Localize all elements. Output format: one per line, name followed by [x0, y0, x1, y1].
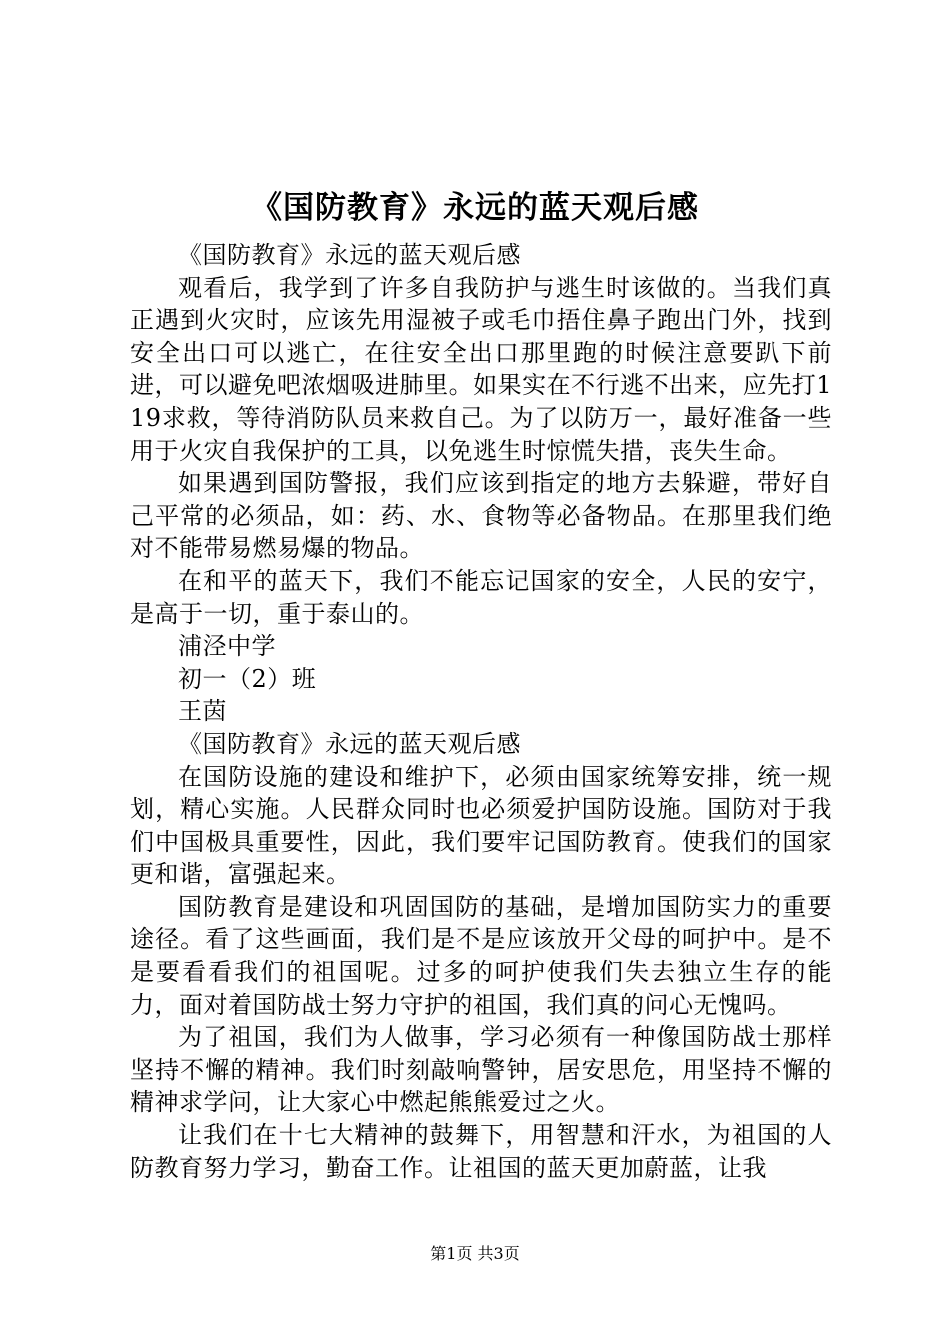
paragraph: 《国防教育》永远的蓝天观后感 [178, 729, 521, 758]
paragraph: 观看后，我学到了许多自我防护与逃生时该做的。当我们真正遇到火灾时，应该先用湿被子或毛巾捂住鼻子跑出门外，找到安全出口可以逃亡，在往安全出口那里跑的时候注意要趴下前进，可以避免吧浓烟吸进肺里。如果实在不行逃不出来，应先打119求救，等待消防队员来救自己。为了以防万一，最好准备一些用于火灾自我保护的工具，以免逃生时惊慌失措，丧失生命。 [130, 273, 832, 465]
paragraph: 在和平的蓝天下，我们不能忘记国家的安全，人民的安宁，是高于一切，重于泰山的。 [130, 566, 832, 628]
paragraph: 国防教育是建设和巩固国防的基础，是增加国防实力的重要途径。看了这些画面，我们是不是应该放开父母的呵护中。是不是要看看我们的祖国呢。过多的呵护使我们失去独立生存的能力，面对着国防战士努力守护的祖国，我们真的问心无愧吗。 [130, 892, 832, 1019]
paragraph: 《国防教育》永远的蓝天观后感 [178, 241, 521, 269]
author-name: 王茵 [178, 697, 227, 726]
class-name: 初一（2）班 [178, 664, 317, 693]
paragraph: 在国防设施的建设和维护下，必须由国家统筹安排，统一规划，精心实施。人民群众同时也必须爱护国防设施。国防对于我们中国极具重要性，因此，我们要牢记国防教育。使我们的国家更和谐，富强起来。 [130, 762, 832, 889]
school-name: 浦泾中学 [178, 632, 276, 661]
paragraph: 让我们在十七大精神的鼓舞下，用智慧和汗水，为祖国的人防教育努力学习，勤奋工作。让祖国的蓝天更加蔚蓝，让我 [130, 1121, 832, 1182]
paragraph: 如果遇到国防警报，我们应该到指定的地方去躲避，带好自己平常的必须品，如：药、水、食物等必备物品。在那里我们绝对不能带易燃易爆的物品。 [130, 469, 832, 563]
document-body [130, 239, 832, 1184]
page-number-footer: 第1页 共3页 [430, 1244, 520, 1263]
paragraph: 为了祖国，我们为人做事，学习必须有一种像国防战士那样坚持不懈的精神。我们时刻敲响警钟，居安思危，用坚持不懈的精神求学问，让大家心中燃起熊熊爱过之火。 [130, 1023, 832, 1117]
document-title: 《国防教育》永远的蓝天观后感 [251, 190, 699, 226]
